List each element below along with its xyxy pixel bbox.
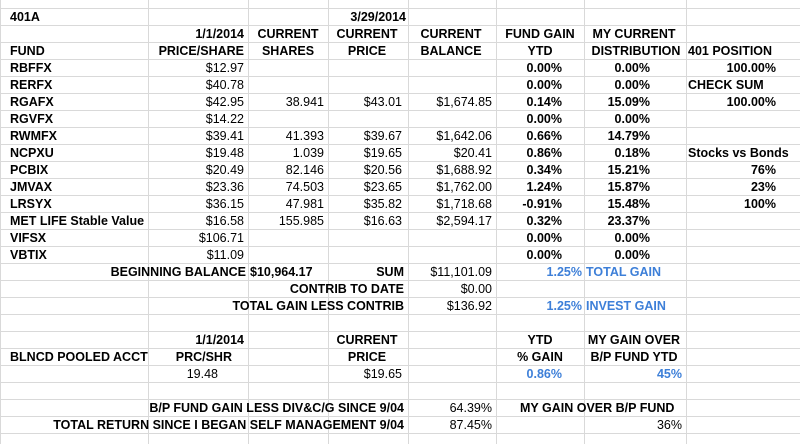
- fund-shares[interactable]: [248, 230, 326, 247]
- fund-distribution[interactable]: 0.00%: [614, 248, 650, 262]
- pooled-current[interactable]: CURRENT: [336, 333, 398, 347]
- fund-name[interactable]: NCPXU: [10, 146, 54, 160]
- total-pct[interactable]: 100%: [744, 197, 776, 211]
- fund-balance[interactable]: [408, 111, 494, 128]
- fund-ytd[interactable]: 0.00%: [526, 78, 562, 92]
- total-return-label[interactable]: TOTAL RETURN SINCE I BEGAN SELF MANAGEMENT 9/04: [53, 418, 404, 432]
- total-gain-pct[interactable]: 1.25%: [546, 265, 582, 279]
- check-sum-value[interactable]: 100.00%: [726, 95, 776, 109]
- header-fund-gain[interactable]: FUND GAIN: [505, 27, 575, 41]
- total-return-value[interactable]: 87.45%: [449, 418, 492, 432]
- fund-distribution[interactable]: 15.48%: [607, 197, 650, 211]
- check-sum-label[interactable]: CHECK SUM: [688, 78, 764, 92]
- fund-ytd[interactable]: 0.00%: [526, 112, 562, 126]
- fund-current-price[interactable]: $19.65: [363, 146, 402, 160]
- stocks-vs-bonds-label[interactable]: Stocks vs Bonds: [688, 146, 789, 160]
- pooled-pct-gain[interactable]: % GAIN: [517, 350, 563, 364]
- my-gain-over-bp-label[interactable]: MY GAIN OVER B/P FUND: [520, 401, 675, 415]
- total-gain-less-value[interactable]: $136.92: [446, 299, 492, 313]
- invest-gain-label[interactable]: INVEST GAIN: [586, 299, 666, 313]
- fund-price-share[interactable]: $40.78: [205, 78, 244, 92]
- fund-ytd[interactable]: 1.24%: [526, 180, 562, 194]
- fund-name[interactable]: PCBIX: [10, 163, 49, 177]
- fund-current-price[interactable]: [328, 111, 404, 128]
- fund-ytd[interactable]: 0.34%: [526, 163, 562, 177]
- fund-ytd[interactable]: -0.91%: [522, 197, 562, 211]
- beginning-balance-label[interactable]: BEGINNING BALANCE: [110, 265, 246, 279]
- bp-gain-value[interactable]: 64.39%: [449, 401, 492, 415]
- fund-balance[interactable]: $1,762.00: [436, 180, 492, 194]
- my-gain-over-bp-value[interactable]: 36%: [656, 418, 682, 432]
- fund-balance[interactable]: $2,594.17: [436, 214, 492, 228]
- invest-gain-pct[interactable]: 1.25%: [546, 299, 582, 313]
- header-current-shares-1[interactable]: CURRENT: [257, 27, 319, 41]
- fund-balance[interactable]: [408, 60, 494, 77]
- fund-shares[interactable]: [248, 111, 326, 128]
- fund-shares[interactable]: 1.039: [292, 146, 324, 160]
- fund-current-price[interactable]: $39.67: [363, 129, 402, 143]
- fund-shares[interactable]: 74.503: [285, 180, 324, 194]
- pooled-prc-value[interactable]: 19.48: [186, 367, 218, 381]
- fund-price-share[interactable]: $11.09: [206, 248, 244, 262]
- fund-name[interactable]: RGVFX: [10, 112, 54, 126]
- fund-balance[interactable]: $1,674.85: [436, 95, 492, 109]
- header-fund[interactable]: FUND: [10, 44, 45, 58]
- fund-shares[interactable]: [248, 247, 326, 264]
- fund-shares[interactable]: 38.941: [285, 95, 324, 109]
- fund-current-price[interactable]: [328, 60, 404, 77]
- fund-distribution[interactable]: 14.79%: [607, 129, 650, 143]
- fund-distribution[interactable]: 0.18%: [614, 146, 650, 160]
- fund-ytd[interactable]: 0.00%: [526, 231, 562, 245]
- fund-distribution[interactable]: 0.00%: [614, 78, 650, 92]
- pooled-gain-value[interactable]: 0.86%: [526, 367, 562, 381]
- fund-shares[interactable]: 41.393: [285, 129, 324, 143]
- sheet-title[interactable]: 401A: [10, 10, 40, 24]
- fund-price-share[interactable]: $106.71: [198, 231, 244, 245]
- fund-balance[interactable]: [408, 77, 494, 94]
- fund-current-price[interactable]: $20.56: [363, 163, 402, 177]
- fund-name[interactable]: RERFX: [10, 78, 53, 92]
- header-price[interactable]: PRICE: [347, 44, 387, 58]
- position-value[interactable]: 100.00%: [726, 61, 776, 75]
- stocks-pct[interactable]: 76%: [750, 163, 776, 177]
- fund-current-price[interactable]: [328, 230, 404, 247]
- fund-balance[interactable]: $1,642.06: [436, 129, 492, 143]
- fund-shares[interactable]: 82.146: [285, 163, 324, 177]
- fund-price-share[interactable]: $36.15: [205, 197, 244, 211]
- header-distribution[interactable]: DISTRIBUTION: [591, 44, 681, 58]
- pooled-my-gain-over[interactable]: MY GAIN OVER: [587, 333, 681, 347]
- fund-name[interactable]: RWMFX: [10, 129, 57, 143]
- header-ytd[interactable]: YTD: [527, 44, 553, 58]
- fund-ytd[interactable]: 0.14%: [526, 95, 562, 109]
- fund-name[interactable]: LRSYX: [10, 197, 52, 211]
- header-price-share[interactable]: PRICE/SHARE: [158, 44, 244, 58]
- fund-price-share[interactable]: $39.41: [205, 129, 244, 143]
- fund-current-price[interactable]: $23.65: [363, 180, 402, 194]
- fund-balance[interactable]: $1,718.68: [436, 197, 492, 211]
- pooled-prc-shr[interactable]: PRC/SHR: [175, 350, 232, 364]
- pooled-over-value[interactable]: 45%: [656, 367, 682, 381]
- fund-price-share[interactable]: $16.58: [205, 214, 244, 228]
- fund-price-share[interactable]: $12.97: [205, 61, 244, 75]
- fund-shares[interactable]: [248, 60, 326, 77]
- header-date-2[interactable]: 3/29/2014: [350, 10, 406, 24]
- fund-ytd[interactable]: 0.00%: [526, 61, 562, 75]
- fund-distribution[interactable]: 23.37%: [607, 214, 650, 228]
- header-date-1[interactable]: 1/1/2014: [195, 27, 244, 41]
- fund-shares[interactable]: 47.981: [285, 197, 324, 211]
- header-current-balance-1[interactable]: CURRENT: [420, 27, 482, 41]
- bonds-pct[interactable]: 23%: [750, 180, 776, 194]
- fund-distribution[interactable]: 15.09%: [607, 95, 650, 109]
- fund-ytd[interactable]: 0.00%: [526, 248, 562, 262]
- sum-value[interactable]: $11,101.09: [430, 265, 492, 279]
- pooled-price[interactable]: PRICE: [347, 350, 387, 364]
- fund-distribution[interactable]: 0.00%: [614, 61, 650, 75]
- header-balance[interactable]: BALANCE: [420, 44, 482, 58]
- fund-name[interactable]: VBTIX: [10, 248, 47, 262]
- header-401-position[interactable]: 401 POSITION: [688, 44, 773, 58]
- fund-balance[interactable]: $20.41: [453, 146, 492, 160]
- fund-distribution[interactable]: 0.00%: [614, 112, 650, 126]
- header-my-current[interactable]: MY CURRENT: [592, 27, 676, 41]
- fund-distribution[interactable]: 0.00%: [614, 231, 650, 245]
- fund-current-price[interactable]: $16.63: [363, 214, 402, 228]
- contrib-label[interactable]: CONTRIB TO DATE: [289, 282, 404, 296]
- contrib-value[interactable]: $0.00: [460, 282, 492, 296]
- fund-shares[interactable]: [248, 77, 326, 94]
- fund-name[interactable]: JMVAX: [10, 180, 53, 194]
- fund-name[interactable]: MET LIFE Stable Value: [10, 214, 145, 228]
- fund-distribution[interactable]: 15.21%: [607, 163, 650, 177]
- fund-current-price[interactable]: [328, 247, 404, 264]
- pooled-date[interactable]: 1/1/2014: [195, 333, 244, 347]
- fund-shares[interactable]: 155.985: [278, 214, 324, 228]
- fund-name[interactable]: VIFSX: [10, 231, 47, 245]
- pooled-account-label[interactable]: BLNCD POOLED ACCT: [10, 350, 148, 364]
- fund-price-share[interactable]: $20.49: [205, 163, 244, 177]
- total-gain-less-label[interactable]: TOTAL GAIN LESS CONTRIB: [232, 299, 404, 313]
- fund-current-price[interactable]: $35.82: [363, 197, 402, 211]
- fund-price-share[interactable]: $42.95: [205, 95, 244, 109]
- fund-ytd[interactable]: 0.66%: [526, 129, 562, 143]
- fund-balance[interactable]: [408, 230, 494, 247]
- fund-balance[interactable]: $1,688.92: [436, 163, 492, 177]
- fund-price-share[interactable]: $23.36: [205, 180, 244, 194]
- fund-current-price[interactable]: [328, 77, 404, 94]
- fund-name[interactable]: RBFFX: [10, 61, 52, 75]
- sum-label[interactable]: SUM: [376, 265, 404, 279]
- pooled-ytd[interactable]: YTD: [527, 333, 553, 347]
- beginning-balance-value[interactable]: $10,964.17: [250, 265, 313, 279]
- header-shares[interactable]: SHARES: [261, 44, 315, 58]
- pooled-price-value[interactable]: $19.65: [363, 367, 402, 381]
- fund-balance[interactable]: [408, 247, 494, 264]
- fund-ytd[interactable]: 0.32%: [526, 214, 562, 228]
- fund-ytd[interactable]: 0.86%: [526, 146, 562, 160]
- fund-price-share[interactable]: $14.22: [205, 112, 244, 126]
- header-current-price-1[interactable]: CURRENT: [336, 27, 398, 41]
- fund-price-share[interactable]: $19.48: [205, 146, 244, 160]
- total-gain-label[interactable]: TOTAL GAIN: [586, 265, 661, 279]
- pooled-bp-fund-ytd[interactable]: B/P FUND YTD: [590, 350, 678, 364]
- fund-distribution[interactable]: 15.87%: [607, 180, 650, 194]
- fund-current-price[interactable]: $43.01: [363, 95, 402, 109]
- fund-name[interactable]: RGAFX: [10, 95, 54, 109]
- bp-gain-label[interactable]: B/P FUND GAIN LESS DIV&C/G SINCE 9/04: [149, 401, 404, 415]
